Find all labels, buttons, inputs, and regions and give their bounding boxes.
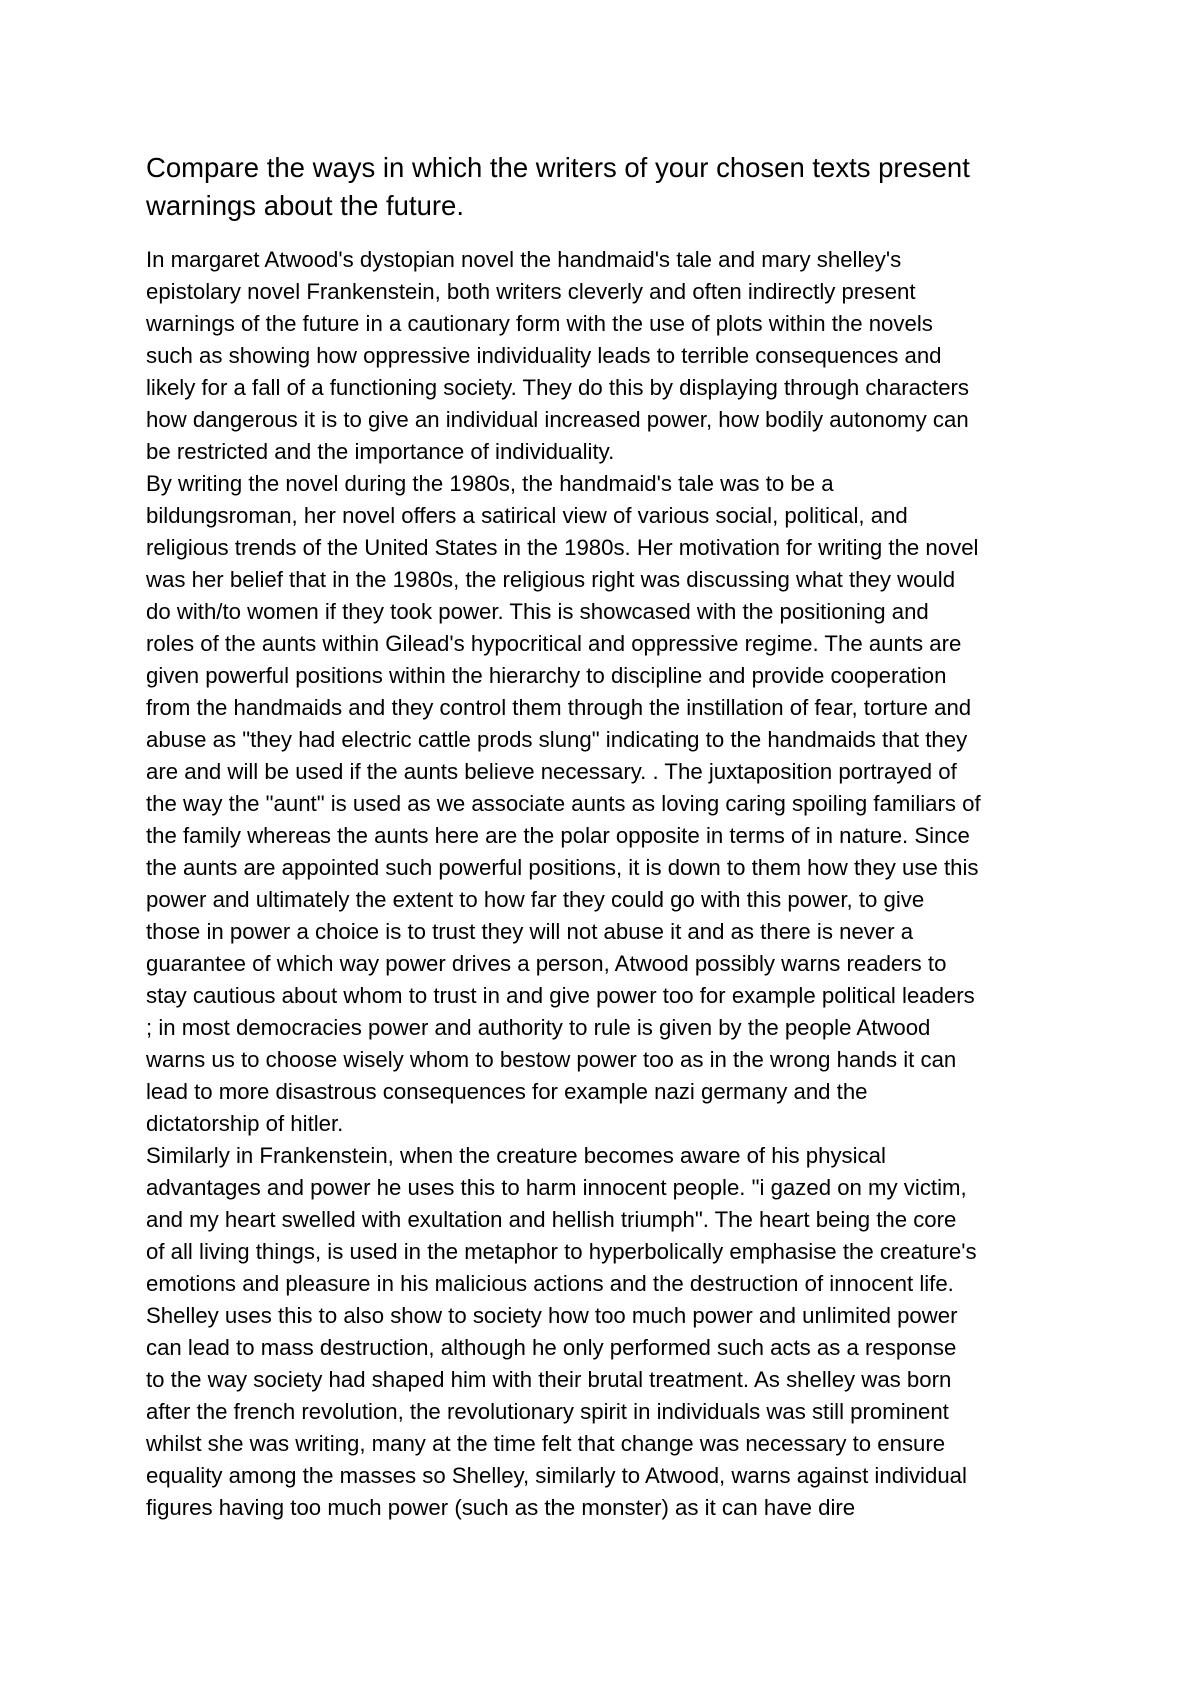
body-line: guarantee of which way power drives a person, Atwood possibly warns readers to	[146, 951, 947, 976]
body-line: stay cautious about whom to trust in and give power too for example political leaders	[146, 983, 975, 1008]
body-line: religious trends of the United States in the 1980s. Her motivation for writing the novel	[146, 535, 979, 560]
body-line: Similarly in Frankenstein, when the creature becomes aware of his physical	[146, 1143, 886, 1168]
body-line: from the handmaids and they control them through the instillation of fear, torture and	[146, 695, 972, 720]
body-line: whilst she was writing, many at the time felt that change was necessary to ensure	[146, 1431, 946, 1456]
title-line: warnings about the future.	[146, 190, 464, 221]
body-line: warnings of the future in a cautionary form with the use of plots within the novels	[146, 311, 933, 336]
body-line: after the french revolution, the revolutionary spirit in individuals was still prominent	[146, 1399, 949, 1424]
body-line: Shelley uses this to also show to society how too much power and unlimited power	[146, 1303, 958, 1328]
body-line: In margaret Atwood's dystopian novel the handmaid's tale and mary shelley's	[146, 247, 902, 272]
body-line: epistolary novel Frankenstein, both writers cleverly and often indirectly present	[146, 279, 916, 304]
body-line: advantages and power he uses this to harm innocent people. "i gazed on my victim,	[146, 1175, 967, 1200]
body-line: warns us to choose wisely whom to bestow power too as in the wrong hands it can	[146, 1047, 957, 1072]
body-line: the aunts are appointed such powerful positions, it is down to them how they use this	[146, 855, 979, 880]
body-line: equality among the masses so Shelley, similarly to Atwood, warns against individual	[146, 1463, 967, 1488]
body-line: do with/to women if they took power. This is showcased with the positioning and	[146, 599, 929, 624]
body-line: ; in most democracies power and authority to rule is given by the people Atwood	[146, 1015, 931, 1040]
body-line: figures having too much power (such as the monster) as it can have dire	[146, 1495, 856, 1520]
body-line: those in power a choice is to trust they will not abuse it and as there is never a	[146, 919, 914, 944]
body-line: power and ultimately the extent to how far they could go with this power, to give	[146, 887, 925, 912]
body-line: the way the "aunt" is used as we associate aunts as loving caring spoiling familiars of	[146, 791, 981, 816]
essay-question-title	[146, 149, 1076, 225]
body-line: how dangerous it is to give an individual increased power, how bodily autonomy can	[146, 407, 969, 432]
body-line: was her belief that in the 1980s, the religious right was discussing what they would	[146, 567, 956, 592]
body-line: dictatorship of hitler.	[146, 1111, 344, 1136]
body-line: By writing the novel during the 1980s, the handmaid's tale was to be a	[146, 471, 834, 496]
body-line: bildungsroman, her novel offers a satirical view of various social, political, and	[146, 503, 908, 528]
body-line: emotions and pleasure in his malicious actions and the destruction of innocent life.	[146, 1271, 954, 1296]
body-line: to the way society had shaped him with their brutal treatment. As shelley was born	[146, 1367, 952, 1392]
body-line: be restricted and the importance of individuality.	[146, 439, 615, 464]
body-line: likely for a fall of a functioning society. They do this by displaying through characters	[146, 375, 970, 400]
body-line: roles of the aunts within Gilead's hypocritical and oppressive regime. The aunts are	[146, 631, 962, 656]
body-line: such as showing how oppressive individuality leads to terrible consequences and	[146, 343, 942, 368]
title-line: Compare the ways in which the writers of your chosen texts present	[146, 152, 970, 183]
body-line: and my heart swelled with exultation and hellish triumph". The heart being the core	[146, 1207, 957, 1232]
body-line: can lead to mass destruction, although he only performed such acts as a response	[146, 1335, 957, 1360]
body-line: abuse as "they had electric cattle prods slung" indicating to the handmaids that they	[146, 727, 968, 752]
body-line: the family whereas the aunts here are the polar opposite in terms of in nature. Since	[146, 823, 970, 848]
body-line: are and will be used if the aunts believe necessary. . The juxtaposition portrayed of	[146, 759, 957, 784]
body-line: of all living things, is used in the metaphor to hyperbolically emphasise the creature's	[146, 1239, 977, 1264]
body-line: lead to more disastrous consequences for example nazi germany and the	[146, 1079, 868, 1104]
body-line: given powerful positions within the hierarchy to discipline and provide cooperation	[146, 663, 947, 688]
